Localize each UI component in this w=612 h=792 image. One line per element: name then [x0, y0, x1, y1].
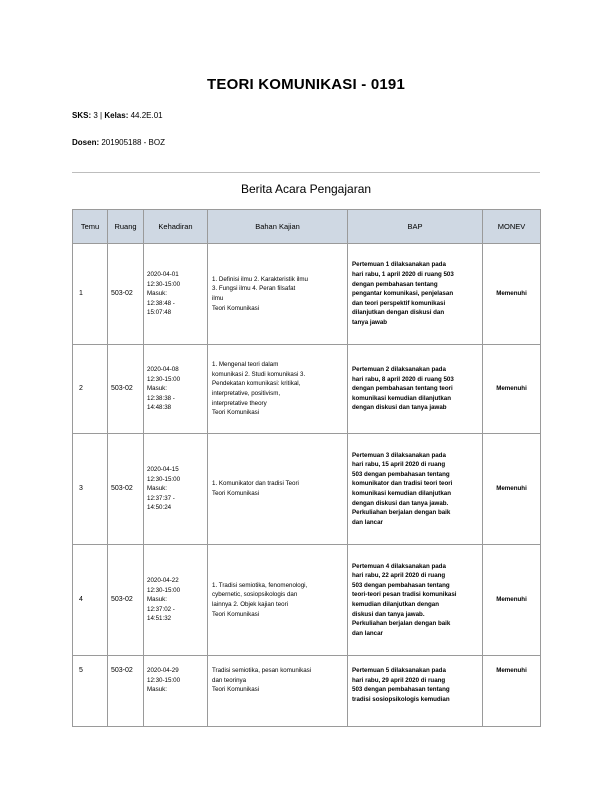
- divider: [72, 172, 540, 173]
- cell-ruang: 503-02: [108, 345, 144, 434]
- course-title: TEORI KOMUNIKASI - 0191: [207, 76, 405, 93]
- cell-kehadiran-line: 12:30-15:00: [147, 586, 181, 594]
- cell-bap-line: dan lancar: [352, 518, 383, 526]
- cell-temu: 2: [73, 345, 108, 434]
- cell-bahan-kajian-line: 1. Mengenal teori dalam: [212, 361, 279, 369]
- cell-bap: [348, 244, 483, 345]
- cell-bahan-kajian-line: 1. Tradisi semiotika, fenomenologi,: [212, 581, 308, 589]
- course-meta: SKS: 3 | Kelas: 44.2E.01: [72, 111, 163, 120]
- cell-temu: 1: [73, 244, 108, 345]
- cell-bahan-kajian-line: Teori Komunikasi: [212, 610, 260, 618]
- cell-bap: [348, 434, 483, 545]
- cell-bap-line: hari rabu, 15 april 2020 di ruang: [352, 461, 446, 469]
- cell-kehadiran-line: 12:30-15:00: [147, 676, 181, 684]
- cell-kehadiran-line: 12:37:37 -: [147, 494, 175, 502]
- cell-kehadiran-line: 2020-04-15: [147, 465, 179, 473]
- cell-bahan-kajian-line: 1. Definisi ilmu 2. Karakteristik ilmu: [212, 275, 308, 283]
- cell-bap-line: Pertemuan 4 dilaksanakan pada: [352, 562, 446, 570]
- cell-temu: 4: [73, 545, 108, 656]
- cell-bap-line: dilanjutkan dengan diskusi dan: [352, 309, 445, 317]
- cell-kehadiran-line: 14:51:32: [147, 615, 172, 623]
- cell-bahan-kajian-line: lainnya 2. Objek kajian teori: [212, 601, 289, 608]
- cell-bap-line: diskusi dan tanya jawab.: [352, 610, 425, 618]
- cell-ruang: 503-02: [108, 545, 144, 656]
- cell-bap-line: komunikasi kemudian dilanjutkan: [352, 394, 452, 402]
- cell-kehadiran-line: 14:48:38: [147, 404, 172, 412]
- header-monev: MONEV: [483, 210, 541, 244]
- cell-kehadiran: [144, 434, 208, 545]
- cell-kehadiran: [144, 345, 208, 434]
- cell-bap-line: Perkuliahan berjalan dengan baik: [352, 509, 451, 517]
- cell-bap-line: hari rabu, 29 april 2020 di ruang: [352, 676, 446, 684]
- cell-bahan-kajian-line: Teori Komunikasi: [212, 686, 260, 694]
- cell-bap-line: Pertemuan 1 dilaksanakan pada: [352, 261, 446, 269]
- cell-bap-line: 503 dengan pembahasan tentang: [352, 470, 450, 478]
- cell-bap: [348, 345, 483, 434]
- cell-bap-line: hari rabu, 22 april 2020 di ruang: [352, 572, 446, 580]
- table-row: [73, 244, 541, 345]
- cell-temu: 5: [73, 656, 108, 727]
- cell-bap: [348, 545, 483, 656]
- cell-bap-line: dan lancar: [352, 629, 383, 637]
- table-row: [73, 545, 541, 656]
- cell-kehadiran-line: 15:07:48: [147, 309, 172, 317]
- cell-bap-line: Pertemuan 5 dilaksanakan pada: [352, 667, 446, 674]
- kelas-value: 44.2E.01: [130, 111, 163, 120]
- cell-kehadiran-line: Masuk:: [147, 686, 167, 694]
- cell-bap-line: dengan pembahasan tentang teori: [352, 385, 453, 393]
- cell-bap-line: pengantar komunikasi, penjelasan: [352, 290, 454, 298]
- cell-ruang: 503-02: [108, 434, 144, 545]
- cell-bahan-kajian: [208, 244, 348, 345]
- cell-kehadiran-line: 12:38:38 -: [147, 394, 175, 402]
- header-kehadiran: Kehadiran: [144, 210, 208, 244]
- cell-bahan-kajian: [208, 345, 348, 434]
- cell-monev: Memenuhi: [483, 345, 541, 434]
- cell-bap-line: Perkuliahan berjalan dengan baik: [352, 620, 451, 628]
- cell-bap-line: dengan diskusi dan tanya jawab.: [352, 499, 449, 507]
- cell-bap-line: 503 dengan pembahasan tentang: [352, 581, 450, 589]
- cell-monev: Memenuhi: [483, 545, 541, 656]
- cell-bap-line: dengan diskusi dan tanya jawab: [352, 404, 447, 412]
- cell-kehadiran-line: 12:30-15:00: [147, 280, 181, 288]
- cell-kehadiran-line: Masuk:: [147, 485, 167, 493]
- cell-ruang: 503-02: [108, 244, 144, 345]
- sks-label: SKS:: [72, 111, 92, 120]
- section-title: Berita Acara Pengajaran: [240, 182, 372, 196]
- cell-kehadiran-line: 2020-04-22: [147, 576, 179, 584]
- cell-kehadiran-line: Masuk:: [147, 596, 167, 604]
- dosen-label: Dosen:: [72, 138, 100, 147]
- cell-bahan-kajian-line: ilmu: [212, 295, 224, 302]
- cell-kehadiran-line: 12:38:48 -: [147, 299, 175, 307]
- cell-bap-line: komunikasi kemudian dilanjutkan: [352, 490, 452, 497]
- cell-bap: [348, 656, 483, 727]
- cell-bap-line: teori-teori pesan tradisi komunikasi: [352, 591, 457, 599]
- cell-bahan-kajian-line: Teori Komunikasi: [212, 409, 260, 417]
- cell-bahan-kajian-line: Pendekatan komunikasi: kritikal,: [212, 380, 301, 388]
- cell-bahan-kajian: [208, 545, 348, 656]
- cell-kehadiran-line: Masuk:: [147, 385, 167, 393]
- dosen-meta: [72, 138, 165, 147]
- table-row: [73, 434, 541, 545]
- cell-kehadiran-line: 12:37:02 -: [147, 605, 175, 613]
- cell-kehadiran: [144, 545, 208, 656]
- cell-monev: Memenuhi: [483, 434, 541, 545]
- cell-bahan-kajian-line: cybernetic, sosiopsikologis dan: [212, 591, 298, 599]
- cell-kehadiran-line: 2020-04-08: [147, 365, 179, 373]
- table-header-row: [73, 210, 541, 244]
- cell-bahan-kajian-line: komunikasi 2. Studi komunikasi 3.: [212, 370, 306, 378]
- dosen-value: 201905188 - BOZ: [101, 138, 165, 147]
- cell-bap-line: komunikator dan tradisi teori teori: [352, 480, 453, 488]
- cell-bahan-kajian: [208, 434, 348, 545]
- cell-bahan-kajian-line: 1. Komunikator dan tradisi Teori: [212, 480, 299, 488]
- cell-monev: Memenuhi: [483, 244, 541, 345]
- cell-bap-line: dengan pembahasan tentang: [352, 280, 438, 288]
- cell-kehadiran-line: 2020-04-29: [147, 667, 179, 674]
- cell-bap-line: dan teori perspektif komunikasi: [352, 299, 446, 307]
- cell-bahan-kajian-line: dan teorinya: [212, 676, 247, 684]
- cell-kehadiran: [144, 244, 208, 345]
- cell-bap-line: tanya jawab: [352, 319, 388, 327]
- cell-bap-line: kemudian dilanjutkan dengan: [352, 601, 439, 608]
- cell-bahan-kajian-line: 3. Fungsi ilmu 4. Peran filsafat: [212, 285, 296, 293]
- cell-kehadiran-line: 12:30-15:00: [147, 475, 181, 483]
- header-temu: Temu: [73, 210, 108, 244]
- header-bahan-kajian: Bahan Kajian: [208, 210, 348, 244]
- table-row: [73, 345, 541, 434]
- sks-value: 3: [93, 111, 98, 120]
- cell-bahan-kajian-line: interpretative, positivism,: [212, 390, 281, 397]
- cell-kehadiran: [144, 656, 208, 727]
- cell-bap-line: tradisi sosiopsikologis kemudian: [352, 695, 450, 703]
- cell-kehadiran-line: 14:50:24: [147, 504, 172, 512]
- cell-bap-line: hari rabu, 8 april 2020 di ruang 503: [352, 375, 454, 383]
- cell-bahan-kajian-line: Teori Komunikasi: [212, 490, 260, 497]
- cell-temu: 3: [73, 434, 108, 545]
- cell-bap-line: 503 dengan pembahasan tentang: [352, 686, 450, 694]
- cell-ruang: 503-02: [108, 656, 144, 727]
- cell-kehadiran-line: Masuk:: [147, 290, 167, 298]
- cell-bahan-kajian-line: Tradisi semiotika, pesan komunikasi: [212, 667, 312, 674]
- kelas-label: Kelas:: [104, 111, 129, 120]
- cell-bap-line: Pertemuan 2 dilaksanakan pada: [352, 365, 446, 373]
- cell-bahan-kajian-line: Teori Komunikasi: [212, 304, 260, 312]
- cell-kehadiran-line: 12:30-15:00: [147, 375, 181, 383]
- cell-bap-line: Pertemuan 3 dilaksanakan pada: [352, 451, 446, 459]
- table-row: [73, 656, 541, 727]
- bap-table: [72, 209, 541, 727]
- cell-kehadiran-line: 2020-04-01: [147, 270, 179, 278]
- cell-bap-line: hari rabu, 1 april 2020 di ruang 503: [352, 270, 454, 278]
- cell-monev: Memenuhi: [483, 656, 541, 727]
- cell-bahan-kajian-line: interpretative theory: [212, 399, 267, 407]
- cell-bahan-kajian: [208, 656, 348, 727]
- header-bap: BAP: [348, 210, 483, 244]
- header-ruang: Ruang: [108, 210, 144, 244]
